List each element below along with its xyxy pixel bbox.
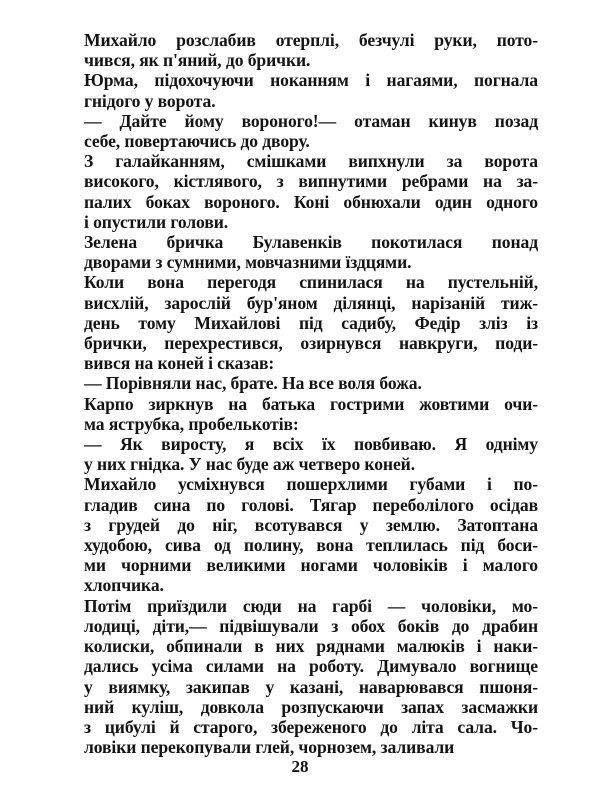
text-line: гнідого у ворота.	[84, 90, 216, 111]
text-line: себе, повертаючись до двору.	[84, 131, 310, 152]
paragraph	[84, 111, 538, 151]
text-line: Зелена бричка Булавенків покотилася понад	[84, 232, 538, 253]
text-line: лодиці, діти,— підвішували з обох боків до драбин	[84, 615, 538, 636]
text-line: у них гнідка. У нас буде аж четверо коней.	[84, 454, 416, 475]
text-line: у виямку, закипав у казані, наварювався пшоня-	[84, 676, 538, 697]
text-line: Коли вона перегодя спинилася на пустельній,	[84, 272, 538, 293]
text-line: день тому Михайлові під садибу, Федір зліз із	[84, 312, 538, 333]
text-line: Карпо зиркнув на батька гострими жовтими очи-	[84, 393, 538, 414]
text-line: — Порівняли нас, брате. На все воля божа.	[84, 373, 422, 394]
paragraph	[84, 70, 538, 110]
text-line: З галайканням, смішками випхнули за ворота	[84, 151, 538, 172]
paragraph	[84, 151, 538, 232]
text-line: ловіки перекопували глей, чорнозем, заливали	[84, 737, 455, 758]
text-line: палих боках вороного. Коні обнюхали один одного	[84, 191, 538, 212]
text-line: високого, кістлявого, з випнутими ребрами на за-	[84, 171, 538, 192]
text-line: вився на коней і сказав:	[84, 353, 275, 374]
text-line: ма яструбка, пробелькотів:	[84, 413, 299, 434]
text-line: хлопчика.	[84, 575, 164, 596]
text-line: колиски, обпинали в них ряднами малюків і наки-	[84, 636, 538, 657]
text-line: худобою, сива од полину, вона теплилась під боси-	[84, 535, 538, 556]
paragraph	[84, 272, 538, 373]
paragraph	[84, 232, 538, 272]
text-line: дворами з сумними, мовчазними їздцями.	[84, 252, 412, 273]
text-line: Михайло розслабив отерплі, безчулі руки, пото-	[84, 30, 538, 50]
text-line: гладив сина по голові. Тягар переболілого осідав	[84, 494, 538, 515]
text-line: і опустили голови.	[84, 211, 229, 232]
text-line: ми чорними великими ногами чоловіків і малого	[84, 555, 538, 576]
text-line: ний куліш, довкола розпускаючи запах засмажки	[84, 696, 538, 717]
text-line: з грудей до ніг, всотувався у землю. Затоптана	[84, 514, 538, 535]
paragraph	[84, 394, 538, 434]
paragraph	[84, 474, 538, 595]
text-line: чився, як п'яний, до брички.	[84, 50, 311, 71]
page-number: 28	[291, 757, 309, 776]
text-line: Михайло усміхнувся пошерхлими губами і по-	[84, 474, 538, 495]
text-line: — Як виросту, я всіх їх повбиваю. Я одніму	[84, 434, 538, 455]
text-line: висхлій, зарослій бур'яном ділянці, нарізаній тиж-	[84, 292, 538, 313]
text-line: з цибулі й старого, збереженого до літа сала. Чо-	[84, 716, 538, 737]
text-line: брички, перехрестився, озирнувся навкруги, поди-	[84, 333, 538, 354]
paragraph	[84, 434, 538, 474]
text-line: Потім приїздили сюди на гарбі — чоловіки, мо-	[84, 595, 538, 616]
paragraph	[84, 373, 538, 393]
text-line: Юрма, підохочуючи ноканням і нагаями, погнала	[84, 70, 538, 91]
text-line: — Дайте йому вороного!— отаман кинув позад	[84, 110, 538, 131]
page-text	[84, 30, 538, 757]
paragraph	[84, 30, 538, 70]
text-line: дались усіма силами на роботу. Димувало вогнище	[84, 656, 538, 677]
paragraph	[84, 596, 538, 758]
